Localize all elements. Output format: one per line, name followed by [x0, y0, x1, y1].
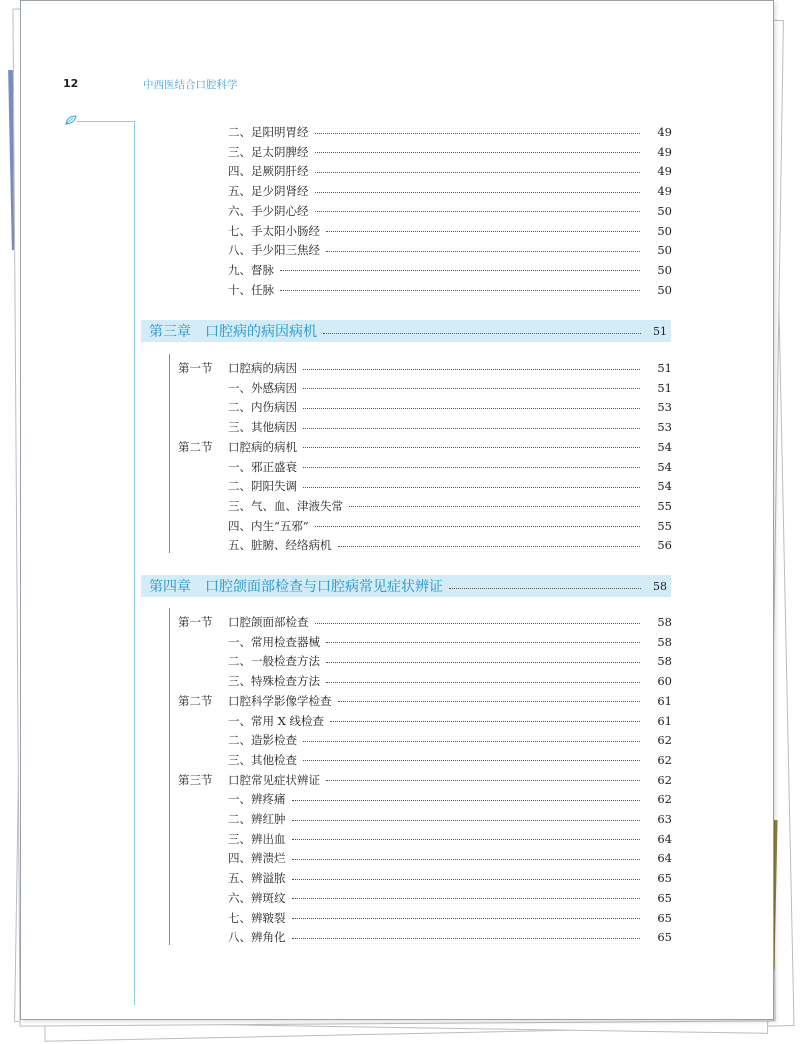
dot-leader	[292, 820, 641, 821]
toc-entry-label: 三、其他病因	[228, 420, 297, 435]
dot-leader	[315, 192, 641, 193]
toc-entry-label: 三、气、血、津液失常	[228, 498, 343, 513]
document-page	[20, 0, 774, 1020]
toc-entry[interactable]	[228, 241, 672, 259]
toc-page-number: 65	[657, 871, 672, 886]
dot-leader	[303, 428, 640, 429]
dot-leader	[326, 682, 640, 683]
chapter-page-number: 51	[653, 324, 667, 338]
dot-leader	[303, 467, 640, 468]
toc-page-number: 58	[657, 634, 672, 649]
toc-entry[interactable]	[228, 261, 672, 279]
toc-entry-label: 六、手少阴心经	[228, 203, 309, 218]
toc-page-number: 62	[657, 792, 672, 807]
toc-entry[interactable]	[178, 379, 672, 397]
toc-entry[interactable]	[178, 889, 672, 907]
toc-page-number: 65	[657, 890, 672, 905]
toc-page-number: 51	[657, 361, 672, 375]
toc-section-number: 第二节	[178, 439, 213, 454]
toc-entry-label: 五、足少阴肾经	[228, 184, 309, 199]
dot-leader	[315, 172, 641, 173]
toc-entry-label: 二、一般检查方法	[228, 654, 320, 669]
dot-leader	[292, 879, 641, 880]
toc-page-number: 62	[657, 752, 672, 767]
toc-entry-label: 七、辨皲裂	[228, 910, 286, 925]
toc-page-number: 49	[657, 144, 672, 159]
toc-page-number: 64	[657, 851, 672, 866]
toc-entry-label: 二、足阳明胃经	[228, 125, 309, 139]
toc-entry-label: 口腔常见症状辨证	[228, 772, 320, 787]
page-number: 12	[63, 77, 79, 90]
toc-entry[interactable]	[178, 517, 672, 535]
toc-entry-label: 一、辨疼痛	[228, 792, 286, 807]
dot-leader	[303, 741, 640, 742]
dot-leader	[326, 662, 640, 663]
toc-entry[interactable]	[228, 182, 672, 200]
toc-entry-label: 八、手少阳三焦经	[228, 243, 320, 258]
chapter-heading[interactable]	[141, 575, 671, 597]
toc-entry[interactable]	[178, 810, 672, 828]
toc-entry-label: 七、手太阳小肠经	[228, 223, 320, 238]
toc-page-number: 50	[657, 262, 672, 277]
toc-page-number: 51	[657, 380, 672, 395]
dot-leader	[303, 760, 640, 761]
dot-leader	[315, 623, 641, 624]
toc-page-number: 64	[657, 831, 672, 846]
toc-page-number: 50	[657, 223, 672, 238]
toc-entry-label: 二、辨红肿	[228, 812, 286, 826]
toc-entry[interactable]	[178, 418, 672, 436]
dot-leader	[280, 290, 640, 291]
toc-page-number: 53	[657, 420, 672, 435]
toc-entry[interactable]	[178, 477, 672, 495]
toc-entry[interactable]	[178, 672, 672, 690]
dot-leader	[292, 938, 641, 939]
dot-leader	[292, 898, 641, 899]
dot-leader	[303, 408, 640, 409]
chapter-title: 第三章 口腔病的病因病机	[149, 324, 317, 340]
dot-leader	[303, 447, 640, 448]
dot-leader	[449, 588, 641, 589]
toc-page-number: 58	[657, 615, 672, 629]
toc-entry-label: 十、任脉	[228, 282, 274, 297]
dot-leader	[326, 251, 640, 252]
toc-page-number: 50	[657, 243, 672, 258]
toc-page-number: 61	[657, 713, 672, 728]
toc-entry-label: 一、外感病因	[228, 380, 297, 395]
toc-entry[interactable]	[178, 909, 672, 927]
toc-section-number: 第二节	[178, 693, 213, 708]
toc-entry[interactable]	[178, 613, 672, 631]
dot-leader	[315, 152, 641, 153]
dot-leader	[303, 369, 640, 370]
toc-page-number: 50	[657, 282, 672, 297]
dot-leader	[338, 546, 641, 547]
dot-leader	[349, 506, 640, 507]
toc-page-number: 65	[657, 910, 672, 925]
book-title: 中西医结合口腔科学	[143, 79, 238, 91]
toc-page-number: 55	[657, 498, 672, 513]
toc-entry-label: 一、邪正盛衰	[228, 459, 297, 474]
toc-entry[interactable]	[178, 692, 672, 710]
dot-leader	[326, 231, 640, 232]
toc-page-number: 49	[657, 125, 672, 139]
toc-page-number: 49	[657, 164, 672, 179]
dot-leader	[323, 333, 641, 334]
toc-page-number: 63	[657, 812, 672, 826]
dot-leader	[315, 526, 640, 527]
toc-page-number: 54	[657, 459, 672, 474]
toc-entry[interactable]	[178, 359, 672, 377]
chapter-title: 第四章 口腔颌面部检查与口腔病常见症状辨证	[149, 579, 443, 595]
toc-entry[interactable]	[178, 398, 672, 416]
toc-entry[interactable]	[178, 849, 672, 867]
toc-entry[interactable]	[228, 162, 672, 180]
toc-page-number: 55	[657, 518, 672, 533]
dot-leader	[280, 270, 640, 271]
dot-leader	[292, 918, 641, 919]
toc-entry[interactable]	[178, 771, 672, 789]
toc-page-number: 65	[657, 930, 672, 945]
dot-leader	[292, 839, 641, 840]
toc-entry[interactable]	[228, 222, 672, 240]
toc-entry[interactable]	[178, 731, 672, 749]
dot-leader	[292, 859, 641, 860]
toc-entry-label: 三、其他检查	[228, 752, 297, 767]
toc-page-number: 49	[657, 184, 672, 199]
toc-entry[interactable]	[178, 928, 672, 946]
toc-page-number: 60	[657, 674, 672, 689]
toc-section-number: 第一节	[178, 361, 213, 375]
toc-entry[interactable]	[178, 652, 672, 670]
toc-page-number: 61	[657, 693, 672, 708]
dot-leader	[303, 388, 640, 389]
toc-entry-label: 口腔病的病因	[228, 361, 297, 375]
toc-entry[interactable]	[178, 751, 672, 769]
toc-page-number: 62	[657, 733, 672, 748]
toc-entry-label: 九、督脉	[228, 262, 274, 277]
dot-leader	[315, 211, 641, 212]
dot-leader	[330, 721, 640, 722]
toc-entry[interactable]	[178, 497, 672, 515]
table-of-contents	[21, 1, 773, 1019]
toc-entry-label: 四、辨溃烂	[228, 851, 286, 866]
toc-page-number: 53	[657, 400, 672, 415]
dot-leader	[326, 780, 640, 781]
toc-page-number: 54	[657, 439, 672, 454]
toc-entry-label: 三、辨出血	[228, 831, 286, 846]
toc-entry-label: 二、内伤病因	[228, 400, 297, 415]
section-rule	[169, 354, 170, 553]
dot-leader	[326, 642, 640, 643]
toc-entry[interactable]	[178, 830, 672, 848]
toc-entry[interactable]	[178, 536, 672, 554]
toc-entry-label: 二、阴阳失调	[228, 479, 297, 494]
toc-entry[interactable]	[178, 438, 672, 456]
toc-entry[interactable]	[178, 633, 672, 651]
chapter-page-number: 58	[653, 579, 667, 593]
toc-entry[interactable]	[178, 712, 672, 730]
toc-entry-label: 一、常用检查器械	[228, 634, 320, 649]
toc-entry-label: 五、脏腑、经络病机	[228, 538, 332, 553]
dot-leader	[338, 701, 641, 702]
toc-entry-label: 口腔颌面部检查	[228, 615, 309, 629]
toc-entry[interactable]	[228, 143, 672, 161]
toc-entry-label: 四、内生“五邪”	[228, 518, 309, 533]
toc-entry[interactable]	[178, 869, 672, 887]
toc-page-number: 50	[657, 203, 672, 218]
toc-entry[interactable]	[178, 458, 672, 476]
toc-entry-label: 口腔科学影像学检查	[228, 693, 332, 708]
toc-entry-label: 五、辨溢脓	[228, 871, 286, 886]
toc-page-number: 62	[657, 772, 672, 787]
toc-page-number: 58	[657, 654, 672, 669]
toc-entry-label: 四、足厥阴肝经	[228, 164, 309, 179]
toc-entry-label: 三、足太阴脾经	[228, 144, 309, 159]
toc-page-number: 54	[657, 479, 672, 494]
section-rule	[169, 608, 170, 945]
dot-leader	[315, 133, 641, 134]
toc-page-number: 56	[657, 538, 672, 553]
toc-entry[interactable]	[228, 281, 672, 299]
dot-leader	[292, 800, 641, 801]
toc-entry-label: 八、辨角化	[228, 930, 286, 945]
toc-entry-label: 口腔病的病机	[228, 439, 297, 454]
dot-leader	[303, 487, 640, 488]
toc-entry[interactable]	[228, 123, 672, 141]
toc-entry-label: 二、造影检查	[228, 733, 297, 748]
toc-entry-label: 六、辨斑纹	[228, 890, 286, 905]
toc-entry[interactable]	[228, 202, 672, 220]
toc-section-number: 第一节	[178, 615, 213, 629]
toc-entry[interactable]	[178, 790, 672, 808]
chapter-heading[interactable]	[141, 320, 671, 342]
toc-entry-label: 三、特殊检查方法	[228, 674, 320, 689]
toc-section-number: 第三节	[178, 772, 213, 787]
toc-entry-label: 一、常用 X 线检查	[228, 713, 324, 728]
